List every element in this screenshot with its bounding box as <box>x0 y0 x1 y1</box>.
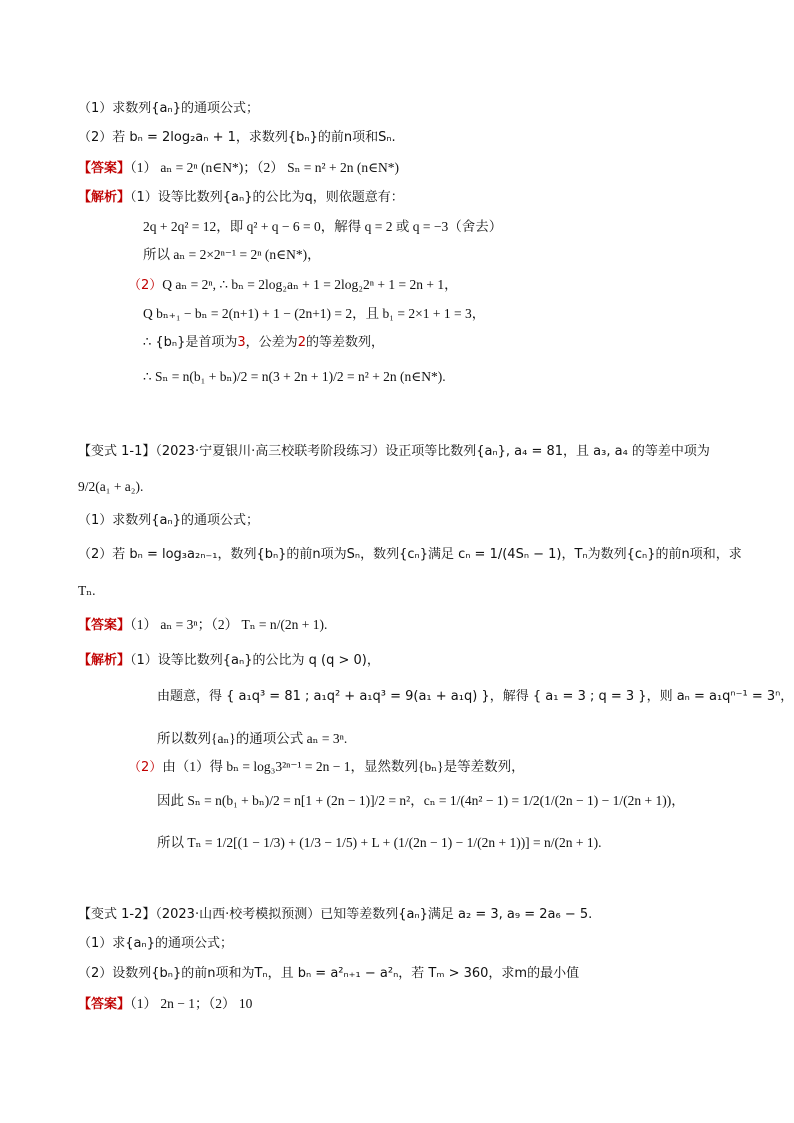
v11-analysis-line4 <box>128 758 525 777</box>
highlight-value: 2 <box>297 335 306 350</box>
answer-text: （1） aₙ = 3ⁿ；（2） Tₙ = n/(2n + 1). <box>130 617 328 632</box>
part-label: （2） <box>128 760 163 775</box>
q1-analysis-line4 <box>128 276 458 295</box>
analysis-text: 由（1）得 bₙ = log₃3²ⁿ⁻¹ = 2n − 1，显然数列{bₙ}是等差数列， <box>162 759 525 774</box>
part-label: （2） <box>128 278 163 293</box>
q1-part2: （2）若 bₙ = 2log₂aₙ + 1，求数列{bₙ}的前n项和Sₙ. <box>78 130 396 145</box>
q1-analysis-line2: 2q + 2q² = 12，即 q² + q − 6 = 0，解得 q = 2 或 q = −3（舍去） <box>143 219 503 234</box>
q1-answer <box>78 159 399 178</box>
q1-analysis-line7: ∴ Sₙ = n(b₁ + bₙ)/2 = n(3 + 2n + 1)/2 = n² + 2n (n∈N*). <box>143 369 446 384</box>
v11-analysis-line3: 所以数列{aₙ}的通项公式 aₙ = 3ⁿ. <box>157 731 348 746</box>
analysis-text: （1）设等比数列{aₙ}的公比为q，则依题意有： <box>130 190 404 205</box>
analysis-tag: 【解析】 <box>78 653 131 668</box>
variation-1-1-heading: 【变式 1-1】（2023·宁夏银川·高三校联考阶段练习）设正项等比数列{aₙ}, a₄ = 81，且 a₃, a₄ 的等差中项为 <box>78 444 710 459</box>
answer-text: （1） aₙ = 2ⁿ (n∈N*)；（2） Sₙ = n² + 2n (n∈N*) <box>130 160 400 175</box>
v12-part2: （2）设数列{bₙ}的前n项和为Tₙ，且 bₙ = a²ₙ₊₁ − a²ₙ，若 Tₘ > 360，求m的最小值 <box>78 966 580 981</box>
highlight-value: 3 <box>237 335 246 350</box>
v12-answer <box>78 995 252 1014</box>
v12-part1: （1）求{aₙ}的通项公式； <box>78 936 233 951</box>
q1-analysis-line5: Q bₙ₊₁ − bₙ = 2(n+1) + 1 − (2n+1) = 2，且 b₁ = 2×1 + 1 = 3， <box>143 306 486 321</box>
q1-analysis-line6 <box>143 334 384 352</box>
variation-1-1-heading-cont: 9/2(a₁ + a₂). <box>78 479 144 494</box>
analysis-text: （1）设等比数列{aₙ}的公比为 q (q > 0)， <box>130 653 380 668</box>
q1-analysis-line3: 所以 aₙ = 2×2ⁿ⁻¹ = 2ⁿ (n∈N*)， <box>143 247 321 262</box>
v11-part2: （2）若 bₙ = log₃a₂ₙ₋₁，数列{bₙ}的前n项为Sₙ，数列{cₙ}满足 cₙ = 1/(4Sₙ − 1)，Tₙ为数列{cₙ}的前n项和，求 <box>78 547 742 562</box>
v11-part1: （1）求数列{aₙ}的通项公式； <box>78 513 259 528</box>
answer-text: （1） 2n − 1；（2） 10 <box>130 996 253 1011</box>
q1-analysis-line1 <box>78 189 404 207</box>
analysis-text: ，公差为 <box>245 335 298 350</box>
q1-part1: （1）求数列{aₙ}的通项公式； <box>78 101 259 116</box>
answer-tag: 【答案】 <box>78 161 131 176</box>
variation-1-2-heading: 【变式 1-2】（2023·山西·校考模拟预测）已知等差数列{aₙ}满足 a₂ = 3, a₉ = 2a₆ − 5. <box>78 907 593 922</box>
answer-tag: 【答案】 <box>78 618 131 633</box>
v11-analysis-line2: 由题意，得 { a₁q³ = 81 ; a₁q² + a₁q³ = 9(a₁ + a₁q) }，解得 { a₁ = 3 ; q = 3 }，则 aₙ = a₁qⁿ⁻¹ = 3ⁿ， <box>157 689 794 704</box>
v11-analysis-line1 <box>78 652 380 670</box>
analysis-tag: 【解析】 <box>78 190 131 205</box>
v11-analysis-line5: 因此 Sₙ = n(b₁ + bₙ)/2 = n[1 + (2n − 1)]/2 = n²，cₙ = 1/(4n² − 1) = 1/2(1/(2n − 1) − 1/(2n + 1))， <box>157 793 685 808</box>
v11-analysis-line6: 所以 Tₙ = 1/2[(1 − 1/3) + (1/3 − 1/5) + L + (1/(2n − 1) − 1/(2n + 1))] = n/(2n + 1). <box>157 835 602 850</box>
v11-answer <box>78 616 327 635</box>
v11-part2-cont: Tₙ. <box>78 583 96 598</box>
answer-tag: 【答案】 <box>78 997 131 1012</box>
analysis-text: 的等差数列， <box>305 335 384 350</box>
analysis-text: ∴ {bₙ}是首项为 <box>143 335 238 350</box>
analysis-text: Q aₙ = 2ⁿ, ∴ bₙ = 2log₂aₙ + 1 = 2log₂2ⁿ + 1 = 2n + 1， <box>162 277 458 292</box>
